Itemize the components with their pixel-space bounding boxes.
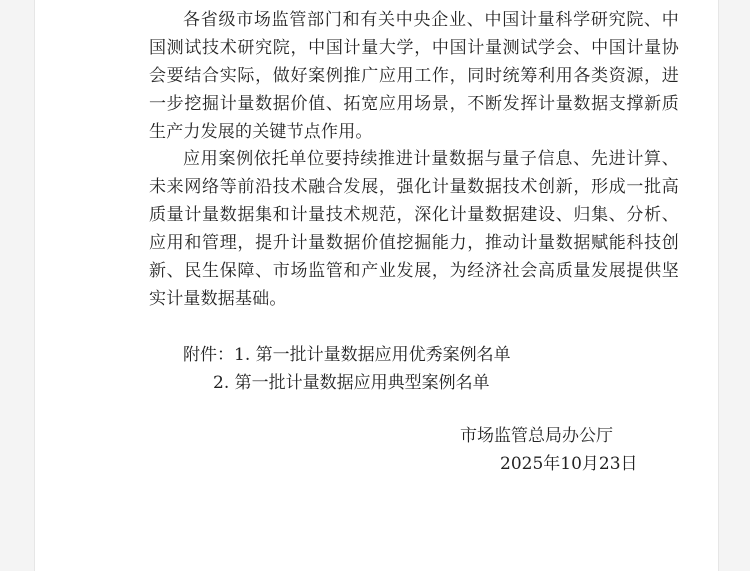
document-page [34,0,719,571]
attachment-line-1: 附件：1. 第一批计量数据应用优秀案例名单 [183,345,511,365]
body-paragraph-2: 应用案例依托单位要持续推进计量数据与量子信息、先进计算、未来网络等前沿技术融合发展，强化计量数据技术创新，形成一批高质量计量数据集和计量技术规范，深化计量数据建设、归集、分析、应用和管理，提升计量数据价值挖掘能力，推动计量数据赋能科技创新、民生保障、市场监管和产业发展，为经济社会高质量发展提供坚实计量数据基础。 [149,149,679,309]
attachment-line-2: 2. 第一批计量数据应用典型案例名单 [213,373,490,393]
issue-date: 2025年10月23日 [500,454,638,474]
issuer-signature: 市场监管总局办公厅 [460,426,613,446]
body-paragraph-1: 各省级市场监管部门和有关中央企业、中国计量科学研究院、中国测试技术研究院，中国计量大学，中国计量测试学会、中国计量协会要结合实际，做好案例推广应用工作，同时统筹利用各类资源，进一步挖掘计量数据价值、拓宽应用场景，不断发挥计量数据支撑新质生产力发展的关键节点作用。 [149,10,679,142]
